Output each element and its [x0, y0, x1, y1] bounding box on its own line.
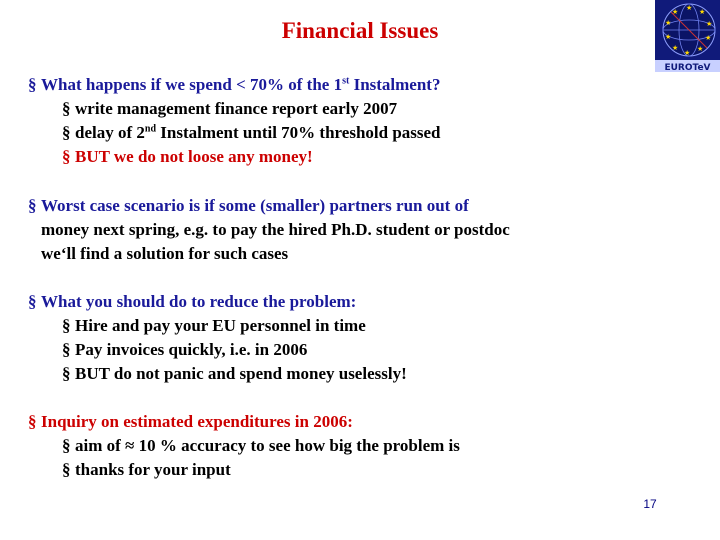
page-number: 17: [643, 497, 657, 511]
section-1: [28, 73, 441, 169]
svg-text:★: ★: [706, 20, 713, 28]
bullet-mark: §: [62, 436, 71, 455]
bullet-mark: §: [62, 123, 71, 142]
bullet-mark: §: [62, 316, 71, 335]
bullet-line: § What you should do to reduce the problem:: [28, 290, 407, 314]
svg-text:★: ★: [699, 8, 706, 16]
eurotev-logo: [655, 0, 720, 72]
sub-bullet-line: § Pay invoices quickly, i.e. in 2006: [28, 338, 407, 362]
slide-title: Financial Issues: [281, 18, 439, 43]
section-3: [28, 290, 407, 386]
bullet-mark: §: [28, 196, 37, 215]
bullet-line: § What happens if we spend < 70% of the 1st Instalment?: [28, 73, 441, 97]
svg-text:★: ★: [705, 34, 712, 42]
sub-bullet-line: § BUT do not panic and spend money uselessly!: [28, 362, 407, 386]
logo-text: EUROTeV: [664, 63, 711, 72]
bullet-mark: §: [62, 99, 71, 118]
sub-bullet-line: § BUT we do not loose any money!: [28, 145, 441, 169]
bullet-mark: §: [28, 75, 37, 94]
sub-bullet-line: § delay of 2nd Instalment until 70% threshold passed: [28, 121, 441, 145]
bullet-mark: §: [62, 147, 71, 166]
bullet-line: § Inquiry on estimated expenditures in 2006:: [28, 410, 460, 434]
svg-text:★: ★: [697, 45, 704, 53]
continuation-line: money next spring, e.g. to pay the hired Ph.D. student or postdoc: [41, 220, 510, 239]
svg-text:★: ★: [672, 8, 679, 16]
svg-text:★: ★: [672, 44, 679, 52]
bullet-mark: §: [28, 292, 37, 311]
section-4: [28, 410, 460, 482]
section-2: [28, 194, 510, 266]
bullet-mark: §: [28, 412, 37, 431]
bullet-mark: §: [62, 364, 71, 383]
svg-text:★: ★: [665, 19, 672, 27]
continuation-line: we‘ll find a solution for such cases: [41, 244, 289, 263]
bullet-line: § Worst case scenario is if some (smaller) partners run out of: [28, 194, 510, 218]
svg-text:★: ★: [665, 33, 672, 41]
sub-bullet-line: § write management finance report early 2007: [28, 97, 441, 121]
svg-text:★: ★: [686, 4, 693, 12]
bullet-mark: §: [62, 460, 71, 479]
sub-bullet-line: § thanks for your input: [28, 458, 460, 482]
sub-bullet-line: § Hire and pay your EU personnel in time: [28, 314, 407, 338]
svg-text:★: ★: [684, 49, 691, 57]
bullet-mark: §: [62, 340, 71, 359]
sub-bullet-line: § aim of ≈ 10 % accuracy to see how big the problem is: [28, 434, 460, 458]
